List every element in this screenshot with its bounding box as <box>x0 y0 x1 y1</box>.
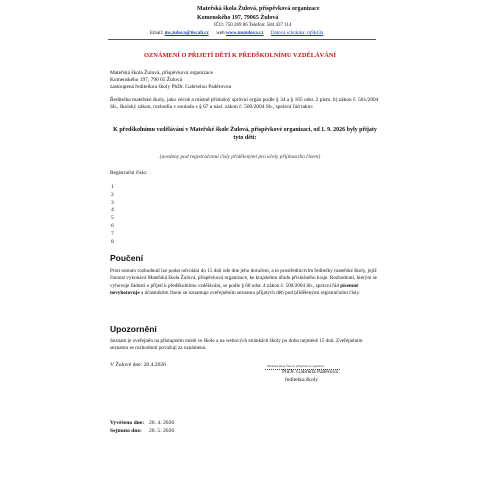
list-item: 8 <box>111 238 114 245</box>
school-block-line: Mateřská škola Žulová, příspěvková organizace <box>110 70 214 76</box>
email-label: Email: <box>150 31 164 36</box>
sejmuto-row <box>110 428 174 436</box>
upozorneni-paragraph: Seznam je zveřejněn na přístupném místě ve škole a na webových stránkách školy po dobu nejméně 15 dnů. Zveřejněním seznamu se rozhodnutí považují za oznámená. <box>110 338 363 352</box>
school-name: Mateřská škola Žulová, příspěvková organizace <box>197 6 320 12</box>
poucheni-heading: Poučení <box>110 253 144 263</box>
registration-label: Registrační číslo: <box>110 170 148 176</box>
header-divider <box>108 39 376 40</box>
sejmuto-label: Sejmuto dne: <box>110 427 142 434</box>
list-item: 6 <box>111 222 114 229</box>
datova-schranka: Datová schránka: rq9k43a <box>270 31 324 36</box>
vyveseno-row <box>110 420 174 428</box>
signature-role: ředitelka školy <box>285 377 319 383</box>
signature-name: PhDr. Gabriela Paděrová <box>282 369 338 375</box>
list-item: 4 <box>111 207 114 214</box>
poucheni-text-after: a účastníkům řízení se oznamuje zveřejněním seznamu přijatých dětí pod přidělenými registračními čísly. <box>139 289 361 296</box>
document-title: OZNÁMENÍ O PŘIJETÍ DĚTÍ K PŘEDŠKOLNÍMU VZDĚLÁVÁNÍ <box>144 52 336 59</box>
registration-note: (uvedeny pod registračními čísly přidělenými pro účely přijímacího řízení) <box>159 154 321 160</box>
upozorneni-heading: Upozornění <box>110 324 157 334</box>
poucheni-paragraph <box>110 268 380 297</box>
school-block-line: zastoupená ředitelkou školy PhDr. Gabrielou Paděrovou <box>110 84 232 90</box>
contact-line <box>150 31 323 36</box>
intro-paragraph: Ředitelka mateřské školy, jako věcně a místně příslušný správní orgán podle § 34 a § 165 odst. 2 písm. b) zákon č. 561/2004 Sb., školský zákon, rozhodla v souladu s § 67 a násl. zákon č. 500/2004 Sb., správní řád takto: <box>110 97 379 110</box>
poucheni-text-before: Proti tomuto rozhodnutí lze podat odvolání do 15 dnů ode dne jeho doručení, a to prostřednictvím ředitelky mateřské školy, jejíž činnost vykonává Mateřská škola Žulová, příspěvková organizace, ke krajskému úřadu příslušného kraje. Rozhodnutí, kterým se vyhovuje žádosti o přijetí k předškolnímu vzdělávání, se podle § 68 odst. 4 zákon č. 500/2004 Sb., správní řád <box>110 268 377 289</box>
list-item: 7 <box>111 230 114 237</box>
list-item: 5 <box>111 215 114 222</box>
school-block-line: Komenského 197, 790 65 Žulová <box>110 77 183 83</box>
registration-list <box>111 184 114 246</box>
list-item: 1 <box>111 184 114 190</box>
vyveseno-value: 20. 4. 2026 <box>149 420 175 426</box>
sejmuto-value: 20. 5. 2026 <box>149 427 175 434</box>
email-link[interactable]: ms.zulova@tiscali.cz <box>164 31 209 36</box>
school-ico-phone: IČO: 750 269 86 Telefon: 584 437 114 <box>214 23 292 28</box>
vyveseno-label: Vyvěšeno dne: <box>110 420 145 426</box>
poucheni-bold: písemně nevyhotovuje <box>110 282 359 296</box>
web-label: web: <box>216 31 226 36</box>
list-item: 3 <box>111 199 114 206</box>
date-line: V Žulové dne: 20.4.2026 <box>110 362 166 368</box>
school-block <box>110 70 231 91</box>
publication-dates <box>110 420 174 435</box>
signature-stamp: Mateřská škola Žulová, příspěvková organizace <box>267 364 325 368</box>
decision-heading: K předškolnímu vzdělávání v Mateřské škole Žulová, příspěvkové organizaci, od 1. 9. 2026 byly přijaty tyto děti: <box>113 127 377 141</box>
school-address: Komenského 197, 79065 Žulová <box>197 15 279 21</box>
web-link[interactable]: www.mszulova.cz <box>225 31 264 36</box>
list-item: 2 <box>111 191 114 198</box>
